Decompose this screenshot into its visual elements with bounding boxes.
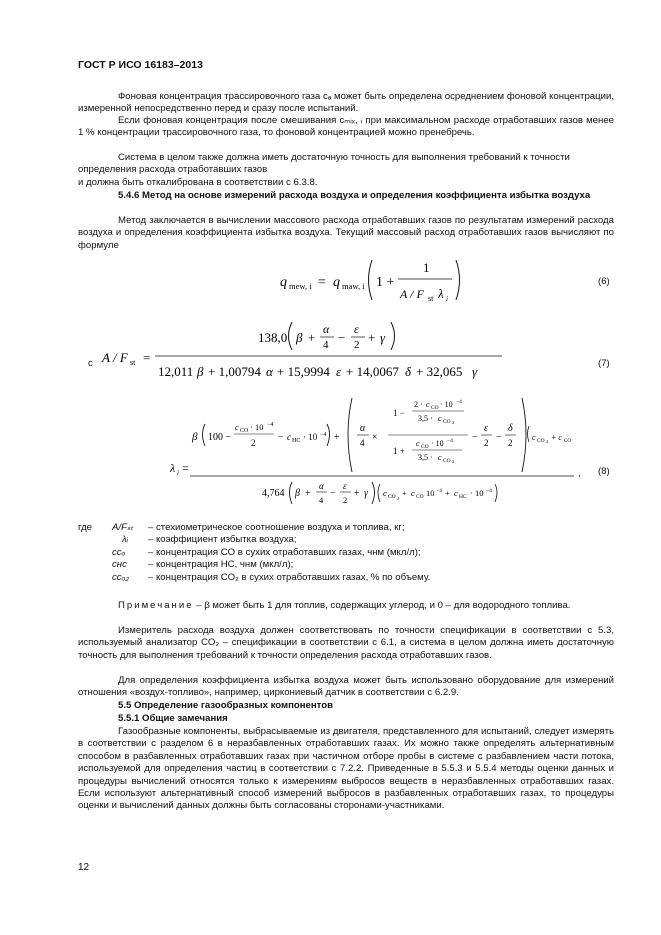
note-label: Примечание — [118, 600, 194, 611]
svg-text:1 −: 1 − — [393, 408, 405, 418]
svg-text:+ 15,9994: + 15,9994 — [277, 364, 330, 379]
svg-text:c: c — [416, 439, 420, 448]
svg-text:· 10: · 10 — [303, 432, 318, 442]
svg-text:CO: CO — [416, 494, 424, 500]
svg-text:δ: δ — [405, 364, 412, 379]
svg-text:12,011: 12,011 — [158, 364, 194, 379]
svg-text:2: 2 — [251, 438, 256, 448]
note-text: – β может быть 1 для топлив, содержащих углерод, и 0 – для водородного топлива. — [196, 600, 571, 611]
svg-text:+: + — [334, 432, 340, 443]
svg-text:=: = — [318, 275, 326, 290]
section-heading-5-5: 5.5 Определение газообразных компонентов — [118, 700, 333, 711]
svg-text:−: − — [338, 330, 346, 345]
definition-text: – концентрация CO в сухих отработавших газах, чнм (мкл/л); — [148, 546, 421, 558]
svg-text:α: α — [360, 423, 366, 434]
svg-text:−: − — [472, 432, 478, 443]
svg-text:2: 2 — [452, 459, 455, 464]
svg-text:ε: ε — [343, 481, 347, 491]
paragraph-background-concentration: Фоновая концентрация трассировочного газа cₐ может быть определена осреднением фоновой концентрации, измеренной непосредственно перед и сразу после испытаний. — [78, 91, 614, 115]
svg-text:β: β — [192, 431, 198, 443]
section-heading-5-4-6: 5.4.6 Метод на основе измерений расхода воздуха и определения коэффициента избытка воздуха — [118, 190, 591, 201]
definition-symbol: λᵢ — [122, 534, 128, 546]
definition-symbol: cᴄₒ₂ — [112, 571, 130, 583]
svg-text:CO: CO — [388, 494, 396, 500]
svg-text:α: α — [266, 364, 273, 379]
svg-text:3,5 ·: 3,5 · — [418, 453, 433, 462]
svg-text:β: β — [197, 364, 204, 379]
svg-text:· 10: · 10 — [431, 439, 444, 448]
svg-text:+: + — [445, 488, 450, 498]
svg-text:γ: γ — [364, 488, 368, 499]
svg-text:st: st — [130, 358, 136, 367]
svg-text:4: 4 — [323, 339, 329, 351]
svg-text:−: − — [496, 432, 502, 443]
svg-text:100 −: 100 − — [208, 432, 232, 443]
svg-text:+: + — [402, 488, 407, 498]
equation-8-number: (8) — [598, 466, 610, 477]
definition-symbol: cʜᴄ — [112, 559, 127, 571]
where-label: где — [78, 522, 93, 533]
equation-7 — [100, 318, 510, 384]
definition-symbol: cᴄₒ — [112, 546, 126, 558]
svg-text:λ: λ — [170, 461, 176, 475]
svg-text:st: st — [428, 294, 434, 303]
svg-text:2: 2 — [546, 439, 549, 444]
svg-text:maw, i: maw, i — [342, 281, 365, 291]
svg-text:CO: CO — [537, 438, 545, 444]
svg-text:2: 2 — [452, 420, 455, 425]
svg-text:4,764: 4,764 — [262, 488, 285, 499]
svg-text:β: β — [296, 330, 303, 345]
definition-row — [112, 559, 430, 571]
equation-8 — [170, 396, 575, 514]
svg-text:· 10: · 10 — [470, 488, 484, 498]
svg-text:c: c — [438, 453, 442, 462]
svg-text:ε: ε — [354, 322, 359, 336]
svg-text:−: − — [330, 488, 336, 499]
definition-row — [112, 522, 430, 534]
svg-text:1 +: 1 + — [376, 275, 395, 290]
svg-text:2: 2 — [354, 339, 360, 351]
svg-text:2: 2 — [508, 438, 513, 448]
svg-text:2: 2 — [397, 496, 400, 501]
svg-text:1: 1 — [423, 260, 430, 275]
definition-text: – коэффициент избытка воздуха; — [148, 534, 297, 546]
svg-text:10: 10 — [426, 488, 435, 498]
svg-text:c: c — [454, 488, 458, 498]
equation-8-comma: , — [578, 468, 581, 479]
svg-text:2 ·: 2 · — [414, 400, 423, 409]
definition-row — [112, 572, 430, 584]
paragraph-gaseous-components: Газообразные компоненты, выбрасываемые из двигателя, представленного для испытаний, следует измерять в соответствии с разделом 6 в неразбавленных отработавших газах. Их можно также определять альтернативным способом в разбавленных отработавших газах при частичном отборе пробы в системе с разбавлением части потока, используемой для определения частиц в соответствии с 7.2.2. Приведенные в 5.5.3 и 5.5.4 методы оценки данных и процедуры вычислений относятся только к измерениям выбросов веществ в неразбавленных отработавших газах. Если используют альтернативный способ измерений выбросов в разбавленных отработавших газах, то процедуры оценки и вычислений данных должны быть согласованы сторонами-участниками. — [78, 726, 614, 812]
svg-text:ε: ε — [484, 423, 488, 434]
svg-text:−: − — [278, 432, 284, 443]
svg-text:−4: −4 — [267, 422, 274, 428]
svg-text:CO: CO — [564, 439, 571, 444]
equation-6-number: (6) — [598, 276, 610, 287]
svg-text:+: + — [354, 488, 360, 499]
svg-text:ε: ε — [336, 364, 342, 379]
svg-text:4: 4 — [319, 495, 324, 505]
svg-text:138,0: 138,0 — [258, 330, 288, 345]
equation-7-prefix: с — [88, 358, 93, 369]
svg-text:4: 4 — [360, 438, 365, 448]
svg-text:c: c — [426, 400, 430, 409]
svg-text:CO: CO — [431, 405, 439, 411]
svg-text:· 10: · 10 — [250, 422, 264, 432]
svg-text:CO: CO — [240, 428, 249, 434]
definition-text: – стехиометрическое соотношение воздуха и топлива, кг; — [148, 522, 405, 533]
svg-text:×: × — [372, 432, 378, 443]
section-heading-5-5-1: 5.5.1 Общие замечания — [118, 713, 228, 724]
svg-text:q: q — [333, 275, 340, 290]
svg-text:=: = — [182, 461, 189, 475]
svg-text:c: c — [411, 488, 415, 498]
svg-text:+ 14,0067: + 14,0067 — [346, 364, 399, 379]
svg-text:+: + — [305, 488, 311, 499]
definition-row — [112, 534, 430, 546]
svg-text:1 +: 1 + — [393, 446, 405, 456]
paragraph-calibration: и должна быть откалибрована в соответствии с 6.3.8. — [78, 177, 318, 188]
svg-text:β: β — [295, 488, 300, 499]
paragraph-method-description: Метод заключается в вычислении массового расхода отработавших газов по результатам измерений расхода воздуха и определения коэффициента избытка воздуха. Текущий массовый расход отработавших газов вычисляют по формуле — [78, 215, 614, 251]
svg-text:c: c — [235, 422, 239, 432]
svg-text:i: i — [446, 295, 448, 303]
svg-text:=: = — [143, 350, 151, 365]
svg-text:−4: −4 — [436, 488, 442, 494]
svg-text:γ: γ — [472, 364, 478, 379]
svg-text:· 10: · 10 — [440, 400, 453, 409]
svg-text:2: 2 — [484, 438, 489, 448]
svg-text:HC: HC — [459, 494, 467, 500]
svg-text:δ: δ — [508, 423, 513, 434]
document-header: ГОСТ Р ИСО 16183–2013 — [78, 59, 203, 71]
paragraph-negligible-background: Если фоновая концентрация после смешивания cₘᵢₓ, ᵢ при максимальном расходе отработавших газов менее 1 % концентрации трассировочного газа, то фоновой концентрацией можно пренебречь. — [78, 115, 614, 139]
paragraph-air-flow-meter: Измеритель расхода воздуха должен соответствовать по точности спецификации в соответствии с 5.3, используемый анализатор CO₂ – спецификации в соответствии с 6.1, а система в целом должна иметь достаточную точность для выполнения требований к точности определения расхода отработавших газов. — [78, 625, 614, 661]
svg-text:α: α — [323, 322, 330, 336]
svg-text:i: i — [177, 469, 179, 477]
svg-text:+ 32,065: + 32,065 — [416, 364, 463, 379]
definition-text: – концентрация HC, чнм (мкл/л); — [148, 559, 294, 571]
svg-text:+: + — [368, 330, 376, 345]
svg-text:mew, i: mew, i — [289, 281, 312, 291]
definition-row — [112, 547, 430, 559]
svg-text:−4: −4 — [320, 432, 327, 438]
svg-text:−4: −4 — [447, 438, 453, 444]
svg-text:γ: γ — [380, 330, 386, 345]
svg-text:+ 1,00794: + 1,00794 — [208, 364, 261, 379]
svg-text:−4: −4 — [486, 488, 492, 494]
svg-text:c: c — [287, 432, 291, 442]
svg-text:+ c: + c — [551, 433, 562, 442]
paragraph-air-fuel-ratio: Для определения коэффициента избытка воздуха может быть использовано оборудование для измерений отношения «воздух-топливо», например, циркониевый датчик в соответствии с 6.2.9. — [78, 675, 614, 699]
paragraph-system-accuracy: Система в целом также должна иметь достаточную точность для выполнения требований к точности определения расхода отработавших газов — [78, 152, 570, 176]
svg-text:CO: CO — [421, 444, 429, 450]
svg-text:c: c — [438, 414, 442, 423]
svg-text:+: + — [308, 330, 316, 345]
equation-6 — [280, 256, 470, 304]
definitions-list — [112, 522, 430, 584]
svg-text:A / F: A / F — [400, 287, 424, 301]
page-number: 12 — [78, 862, 90, 873]
definition-text: – концентрация CO₂ в сухих отработавших газах, % по объему. — [148, 571, 431, 583]
svg-text:c: c — [383, 488, 387, 498]
definition-symbol: A/Fₛₜ — [112, 522, 134, 533]
svg-text:−4: −4 — [456, 399, 462, 405]
svg-text:α: α — [319, 481, 324, 491]
svg-text:c: c — [532, 433, 536, 442]
svg-text:q: q — [280, 275, 287, 290]
svg-text:3,5 ·: 3,5 · — [418, 414, 433, 423]
svg-text:HC: HC — [292, 438, 301, 444]
svg-text:λ: λ — [438, 286, 444, 301]
svg-text:2: 2 — [343, 495, 348, 505]
note — [78, 600, 614, 612]
svg-text:CO: CO — [443, 458, 451, 464]
equation-7-number: (7) — [598, 358, 610, 369]
svg-text:CO: CO — [443, 419, 451, 425]
svg-text:A / F: A / F — [102, 350, 128, 365]
